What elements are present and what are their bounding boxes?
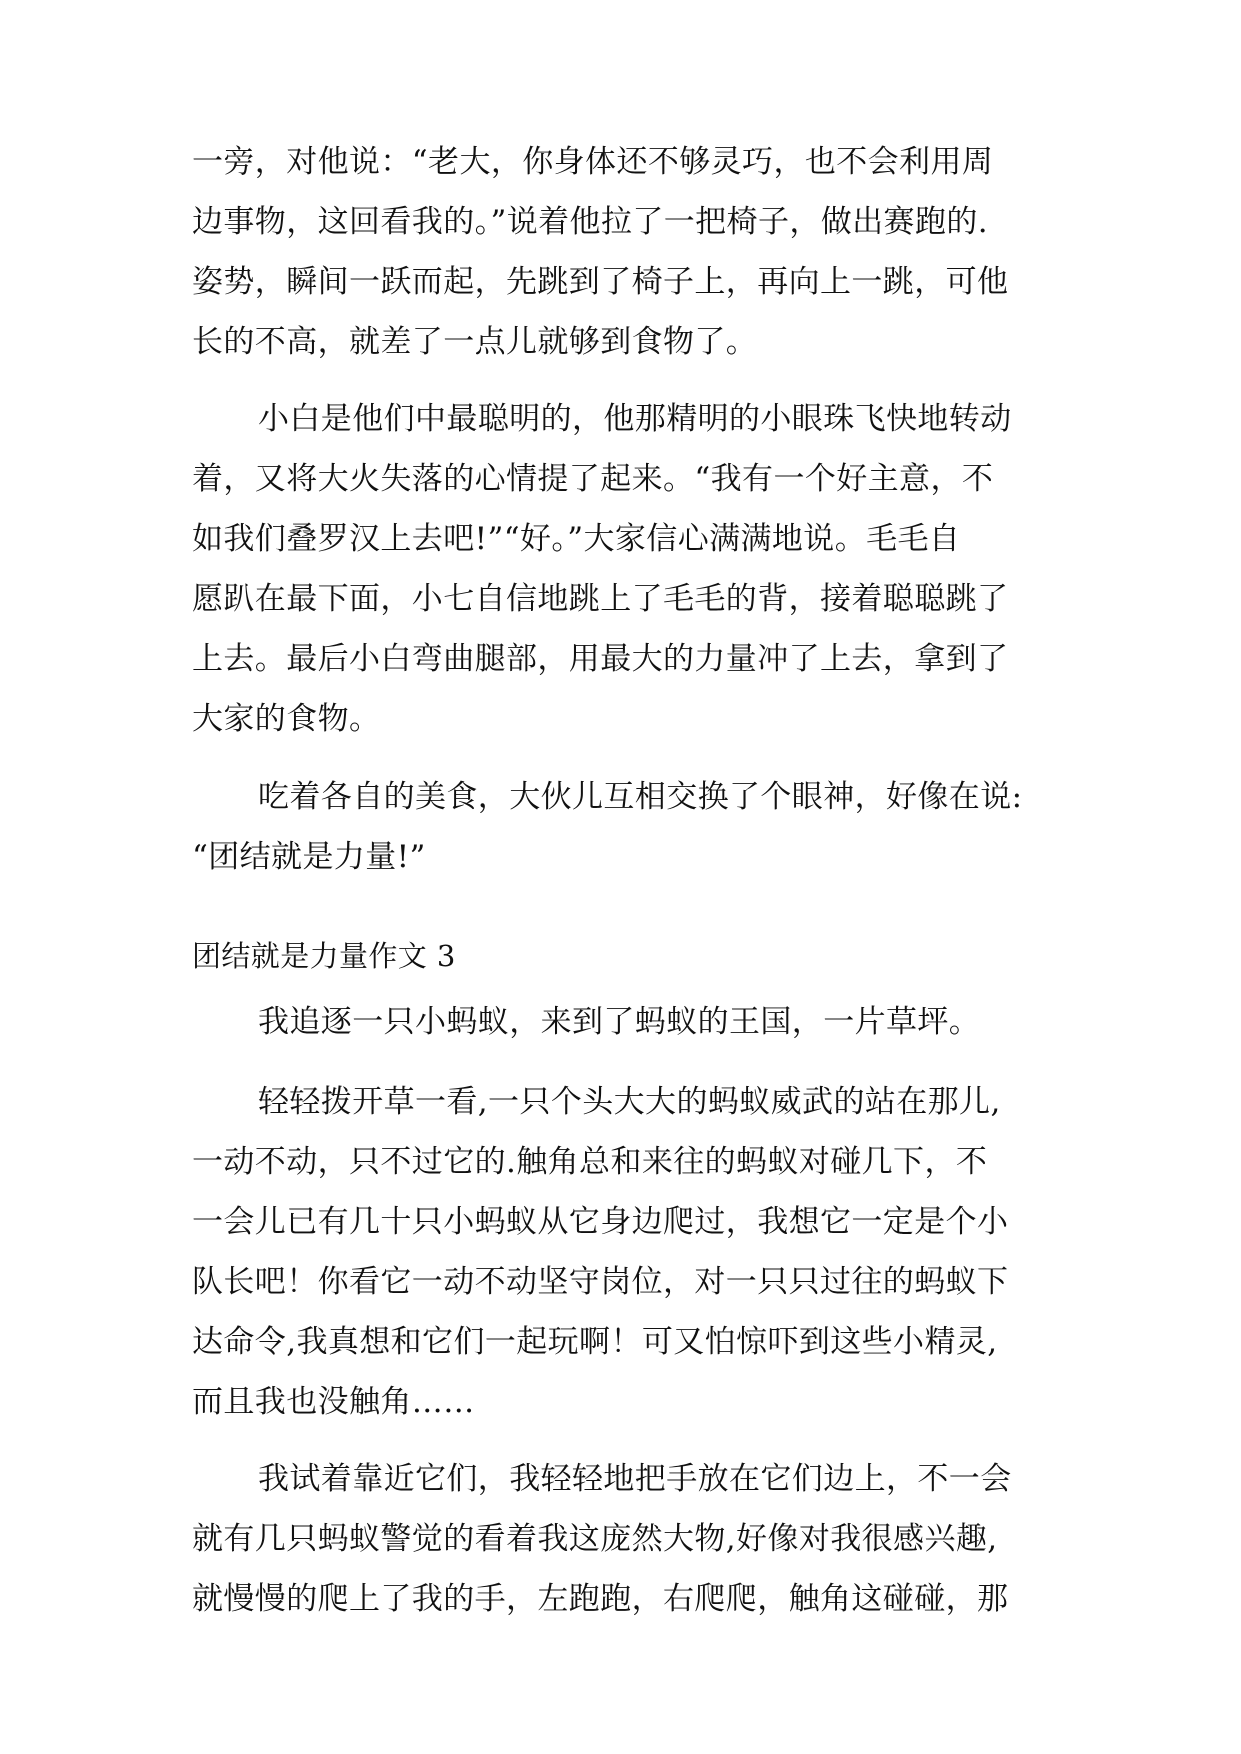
paragraph-line: 我追逐一只小蚂蚁，来到了蚂蚁的王国，一片草坪。 (258, 1004, 981, 1040)
paragraph-line: 如我们叠罗汉上去吧!”“好。”大家信心满满地说。毛毛自 (192, 521, 961, 557)
paragraph-line: 长的不高，就差了一点儿就够到食物了。 (192, 324, 758, 360)
paragraph-line: 轻轻拨开草一看,一只个头大大的蚂蚁威武的站在那儿, (258, 1084, 1001, 1120)
paragraph-line: 边事物，这回看我的。”说着他拉了一把椅子，做出赛跑的. (192, 204, 988, 240)
paragraph-line: “团结就是力量!” (192, 839, 426, 875)
paragraph-line: 队长吧！你看它一动不动坚守岗位，对一只只过往的蚂蚁下 (192, 1264, 1009, 1300)
paragraph-line: 就慢慢的爬上了我的手，左跑跑，右爬爬，触角这碰碰，那 (192, 1581, 1009, 1617)
paragraph-line: 姿势，瞬间一跃而起，先跳到了椅子上，再向上一跳，可他 (192, 264, 1009, 300)
paragraph-line: 就有几只蚂蚁警觉的看着我这庞然大物,好像对我很感兴趣, (192, 1521, 998, 1557)
paragraph-line: 愿趴在最下面，小七自信地跳上了毛毛的背，接着聪聪跳了 (192, 581, 1009, 617)
paragraph-line: 大家的食物。 (192, 701, 381, 737)
section-heading: 团结就是力量作文 3 (192, 939, 456, 973)
paragraph-line: 吃着各自的美食，大伙儿互相交换了个眼神，好像在说: (258, 779, 1023, 815)
paragraph-line: 一旁，对他说：“老大，你身体还不够灵巧，也不会利用周 (192, 144, 994, 180)
paragraph-line: 一动不动，只不过它的.触角总和来往的蚂蚁对碰几下，不 (192, 1144, 988, 1180)
paragraph-line: 而且我也没触角…… (192, 1384, 475, 1420)
paragraph-line: 上去。最后小白弯曲腿部，用最大的力量冲了上去，拿到了 (192, 641, 1009, 677)
paragraph-line: 着，又将大火失落的心情提了起来。“我有一个好主意，不 (192, 461, 994, 497)
paragraph-line: 小白是他们中最聪明的，他那精明的小眼珠飞快地转动 (258, 401, 1012, 437)
paragraph-line: 我试着靠近它们，我轻轻地把手放在它们边上，不一会 (258, 1461, 1012, 1497)
paragraph-line: 一会儿已有几十只小蚂蚁从它身边爬过，我想它一定是个小 (192, 1204, 1009, 1240)
paragraph-line: 达命令,我真想和它们一起玩啊！可又怕惊吓到这些小精灵, (192, 1324, 998, 1360)
